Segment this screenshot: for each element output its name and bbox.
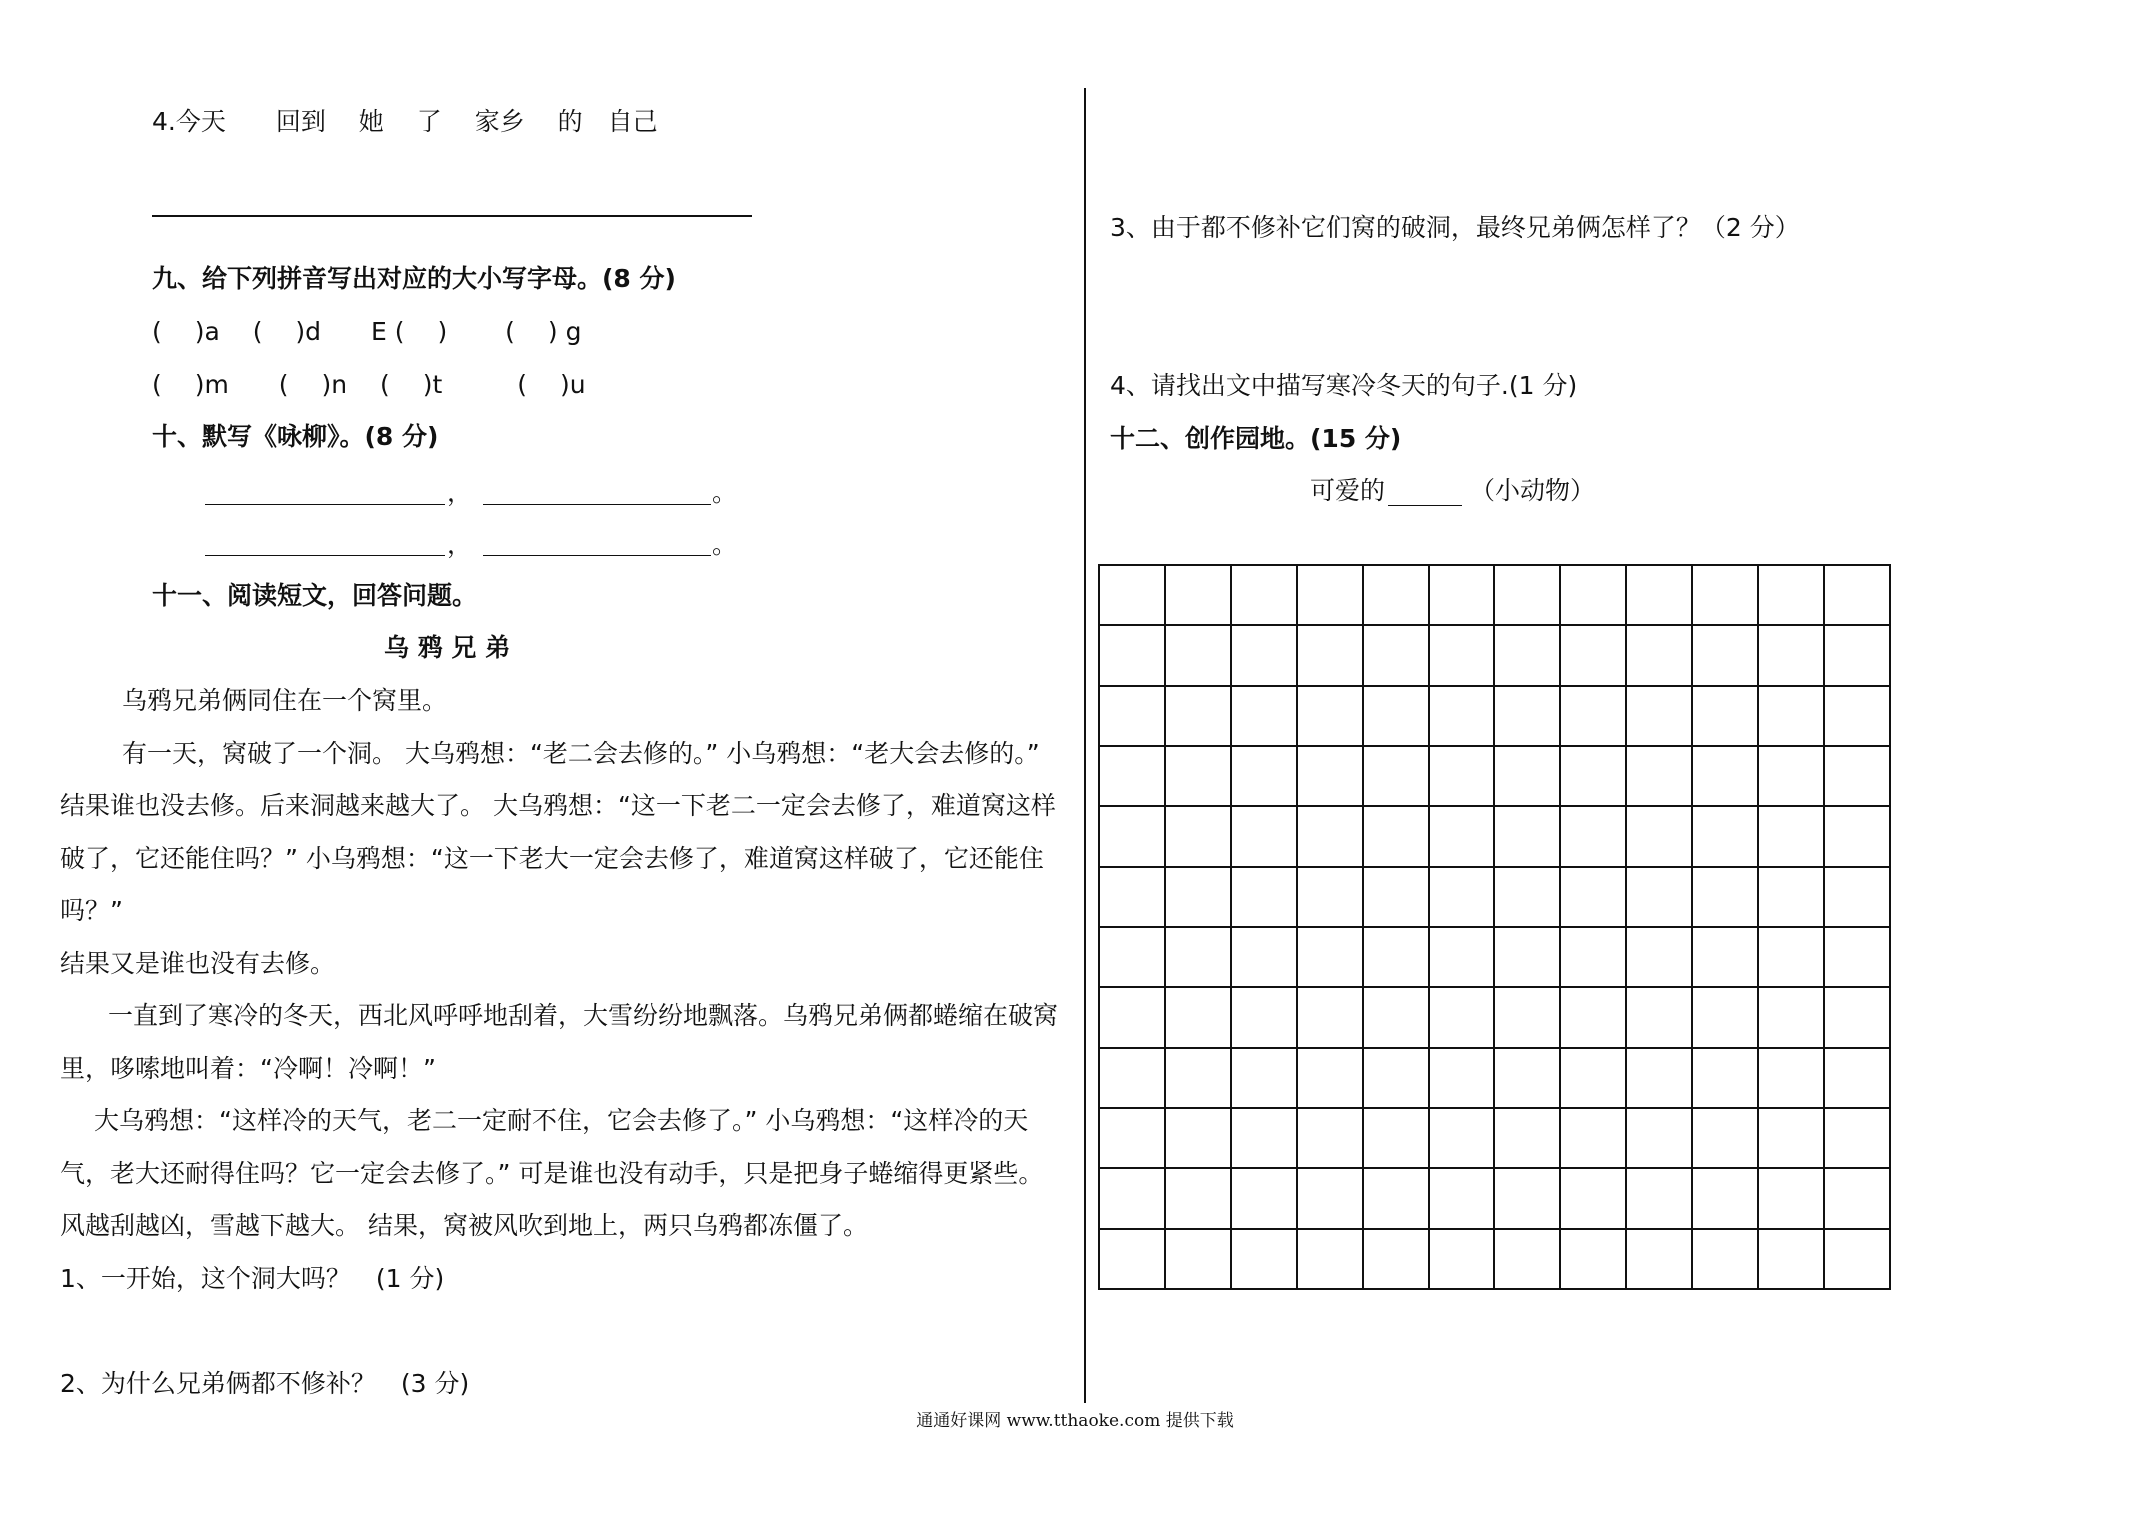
grid-cell[interactable] [1825,988,1891,1048]
grid-cell[interactable] [1825,928,1891,988]
grid-cell[interactable] [1495,1049,1561,1109]
grid-cell[interactable] [1430,687,1496,747]
grid-cell[interactable] [1627,1109,1693,1169]
grid-cell[interactable] [1298,1049,1364,1109]
composition-prefix: 可爱的 [1310,476,1386,505]
grid-cell[interactable] [1430,928,1496,988]
grid-cell[interactable] [1430,868,1496,928]
story-line: 乌鸦兄弟俩同住在一个窝里。 [122,686,448,715]
grid-cell[interactable] [1495,1230,1561,1290]
grid-cell[interactable] [1825,747,1891,807]
grid-cell[interactable] [1232,1169,1298,1229]
grid-cell[interactable] [1495,868,1561,928]
grid-cell[interactable] [1166,687,1232,747]
grid-cell[interactable] [1759,988,1825,1048]
section10-title: 十、默写《咏柳》。(8 分) [152,422,439,451]
grid-cell[interactable] [1759,928,1825,988]
poem-period: 。 [712,530,738,559]
grid-cell[interactable] [1693,988,1759,1048]
grid-cell[interactable] [1232,626,1298,686]
composition-blank[interactable] [1388,505,1462,506]
grid-cell[interactable] [1759,868,1825,928]
grid-cell[interactable] [1627,868,1693,928]
grid-cell[interactable] [1364,687,1430,747]
grid-cell[interactable] [1364,1169,1430,1229]
grid-cell[interactable] [1627,626,1693,686]
grid-cell[interactable] [1561,566,1627,626]
story-line: 结果谁也没去修。后来洞越来越大了。 大乌鸦想：“这一下老二一定会去修了，难道窝这样 [60,791,1056,820]
grid-cell[interactable] [1430,988,1496,1048]
section9-row1: ( )a ( )d E ( ) ( ) g [152,317,582,346]
grid-cell[interactable] [1561,1230,1627,1290]
grid-cell[interactable] [1166,807,1232,867]
q4-word-order-sentence: 4.今天 回到 她 了 家乡 的 自己 [152,107,658,136]
poem-comma: ， [447,478,473,507]
grid-cell[interactable] [1561,1169,1627,1229]
grid-cell[interactable] [1232,928,1298,988]
grid-cell[interactable] [1166,747,1232,807]
grid-cell[interactable] [1232,687,1298,747]
grid-cell[interactable] [1495,566,1561,626]
grid-cell[interactable] [1364,868,1430,928]
grid-cell[interactable] [1693,1049,1759,1109]
grid-cell[interactable] [1627,747,1693,807]
grid-cell[interactable] [1100,626,1166,686]
story-line: 风越刮越凶，雪越下越大。 结果，窝被风吹到地上，两只乌鸦都冻僵了。 [60,1211,868,1240]
grid-cell[interactable] [1166,988,1232,1048]
grid-cell[interactable] [1495,687,1561,747]
grid-cell[interactable] [1232,1109,1298,1169]
grid-cell[interactable] [1693,626,1759,686]
grid-cell[interactable] [1693,566,1759,626]
grid-cell[interactable] [1100,1049,1166,1109]
grid-cell[interactable] [1561,868,1627,928]
grid-cell[interactable] [1364,988,1430,1048]
grid-cell[interactable] [1561,687,1627,747]
question-4: 4、请找出文中描写寒冷冬天的句子.(1 分) [1110,371,1578,400]
grid-cell[interactable] [1232,566,1298,626]
grid-cell[interactable] [1232,747,1298,807]
grid-cell[interactable] [1298,1230,1364,1290]
grid-cell[interactable] [1100,928,1166,988]
poem-period: 。 [712,478,738,507]
grid-cell[interactable] [1298,687,1364,747]
grid-cell[interactable] [1693,1230,1759,1290]
grid-cell[interactable] [1298,928,1364,988]
section9-title: 九、给下列拼音写出对应的大小写字母。(8 分) [152,264,676,293]
poem-line-2a[interactable] [205,555,445,556]
section12-title: 十二、创作园地。(15 分) [1110,424,1402,453]
grid-cell[interactable] [1100,747,1166,807]
grid-cell[interactable] [1627,1049,1693,1109]
grid-cell[interactable] [1759,747,1825,807]
grid-cell[interactable] [1100,687,1166,747]
grid-cell[interactable] [1166,1230,1232,1290]
grid-cell[interactable] [1232,807,1298,867]
grid-cell[interactable] [1627,1169,1693,1229]
grid-cell[interactable] [1825,1049,1891,1109]
grid-cell[interactable] [1825,1230,1891,1290]
grid-cell[interactable] [1166,566,1232,626]
grid-cell[interactable] [1561,928,1627,988]
grid-cell[interactable] [1627,1230,1693,1290]
grid-cell[interactable] [1825,1169,1891,1229]
q4-answer-line [152,215,752,217]
poem-line-1a[interactable] [205,504,445,505]
grid-cell[interactable] [1364,626,1430,686]
question-2: 2、为什么兄弟俩都不修补？ (3 分) [60,1369,470,1398]
grid-cell[interactable] [1561,988,1627,1048]
writing-grid[interactable] [1098,564,1891,1290]
composition-suffix: （小动物） [1470,476,1596,505]
story-line: 一直到了寒冷的冬天，西北风呼呼地刮着，大雪纷纷地飘落。乌鸦兄弟俩都蜷缩在破窝 [108,1001,1059,1030]
grid-cell[interactable] [1430,1049,1496,1109]
grid-cell[interactable] [1232,988,1298,1048]
grid-cell[interactable] [1298,807,1364,867]
grid-cell[interactable] [1430,1169,1496,1229]
grid-cell[interactable] [1166,626,1232,686]
grid-cell[interactable] [1759,1109,1825,1169]
grid-cell[interactable] [1627,566,1693,626]
grid-cell[interactable] [1364,1049,1430,1109]
grid-cell[interactable] [1100,868,1166,928]
grid-cell[interactable] [1298,566,1364,626]
grid-cell[interactable] [1232,1049,1298,1109]
story-line: 破了，它还能住吗？” 小乌鸦想：“这一下老大一定会去修了，难道窝这样破了，它还能住 [60,844,1044,873]
section9-row2: ( )m ( )n ( )t ( )u [152,370,586,399]
grid-cell[interactable] [1298,1169,1364,1229]
grid-cell[interactable] [1298,868,1364,928]
grid-cell[interactable] [1100,1230,1166,1290]
question-1: 1、一开始，这个洞大吗？ (1 分) [60,1264,445,1293]
grid-cell[interactable] [1627,687,1693,747]
grid-cell[interactable] [1825,807,1891,867]
grid-cell[interactable] [1759,1169,1825,1229]
story-line: 结果又是谁也没有去修。 [60,949,336,978]
grid-cell[interactable] [1561,1109,1627,1169]
grid-cell[interactable] [1759,1049,1825,1109]
grid-cell[interactable] [1627,988,1693,1048]
poem-line-2b[interactable] [483,555,711,556]
grid-cell[interactable] [1693,1169,1759,1229]
grid-cell[interactable] [1627,928,1693,988]
grid-cell[interactable] [1495,626,1561,686]
grid-cell[interactable] [1430,747,1496,807]
grid-cell[interactable] [1825,868,1891,928]
grid-cell[interactable] [1495,1169,1561,1229]
grid-cell[interactable] [1364,566,1430,626]
grid-cell[interactable] [1232,868,1298,928]
grid-cell[interactable] [1825,687,1891,747]
grid-cell[interactable] [1693,928,1759,988]
grid-cell[interactable] [1364,747,1430,807]
grid-cell[interactable] [1627,807,1693,867]
section11-title: 十一、阅读短文，回答问题。 [152,581,478,610]
grid-cell[interactable] [1759,1230,1825,1290]
grid-cell[interactable] [1430,566,1496,626]
grid-cell[interactable] [1693,807,1759,867]
story-title: 乌 鸦 兄 弟 [384,633,511,662]
grid-cell[interactable] [1100,1109,1166,1169]
grid-cell[interactable] [1166,1169,1232,1229]
grid-cell[interactable] [1495,807,1561,867]
grid-cell[interactable] [1561,1049,1627,1109]
grid-cell[interactable] [1430,807,1496,867]
story-line: 里，哆嗦地叫着：“冷啊！冷啊！” [60,1054,436,1083]
poem-comma: ， [447,530,473,559]
grid-cell[interactable] [1693,747,1759,807]
grid-cell[interactable] [1495,1109,1561,1169]
grid-cell[interactable] [1693,687,1759,747]
poem-line-1b[interactable] [483,504,711,505]
grid-cell[interactable] [1298,1109,1364,1169]
grid-cell[interactable] [1100,988,1166,1048]
grid-cell[interactable] [1495,988,1561,1048]
story-line: 大乌鸦想：“这样冷的天气，老二一定耐不住，它会去修了。” 小乌鸦想：“这样冷的天 [94,1106,1029,1135]
grid-cell[interactable] [1430,1109,1496,1169]
footer-source: 通通好课网 www.tthaoke.com 提供下载 [916,1411,1234,1431]
grid-cell[interactable] [1364,1230,1430,1290]
grid-cell[interactable] [1759,687,1825,747]
grid-cell[interactable] [1298,747,1364,807]
grid-cell[interactable] [1100,1169,1166,1229]
story-line: 吗？” [60,896,123,925]
grid-cell[interactable] [1495,928,1561,988]
grid-cell[interactable] [1166,928,1232,988]
grid-cell[interactable] [1430,1230,1496,1290]
grid-cell[interactable] [1561,747,1627,807]
grid-cell[interactable] [1561,626,1627,686]
grid-cell[interactable] [1232,1230,1298,1290]
grid-cell[interactable] [1495,747,1561,807]
grid-cell[interactable] [1166,868,1232,928]
grid-cell[interactable] [1100,807,1166,867]
grid-cell[interactable] [1298,988,1364,1048]
grid-cell[interactable] [1825,566,1891,626]
grid-cell[interactable] [1166,1049,1232,1109]
grid-cell[interactable] [1430,626,1496,686]
grid-cell[interactable] [1693,1109,1759,1169]
question-3: 3、由于都不修补它们窝的破洞，最终兄弟俩怎样了？（2 分） [1110,213,1800,242]
grid-cell[interactable] [1825,626,1891,686]
grid-cell[interactable] [1298,626,1364,686]
grid-cell[interactable] [1364,1109,1430,1169]
grid-cell[interactable] [1364,928,1430,988]
story-line: 有一天，窝破了一个洞。 大乌鸦想：“老二会去修的。” 小乌鸦想：“老大会去修的。” [122,739,1040,768]
grid-cell[interactable] [1561,807,1627,867]
grid-cell[interactable] [1759,807,1825,867]
grid-cell[interactable] [1759,566,1825,626]
grid-cell[interactable] [1166,1109,1232,1169]
grid-cell[interactable] [1693,868,1759,928]
grid-cell[interactable] [1825,1109,1891,1169]
column-divider [1084,88,1086,1403]
story-line: 气，老大还耐得住吗？它一定会去修了。” 可是谁也没有动手，只是把身子蜷缩得更紧些。 [60,1159,1044,1188]
grid-cell[interactable] [1364,807,1430,867]
grid-cell[interactable] [1100,566,1166,626]
grid-cell[interactable] [1759,626,1825,686]
